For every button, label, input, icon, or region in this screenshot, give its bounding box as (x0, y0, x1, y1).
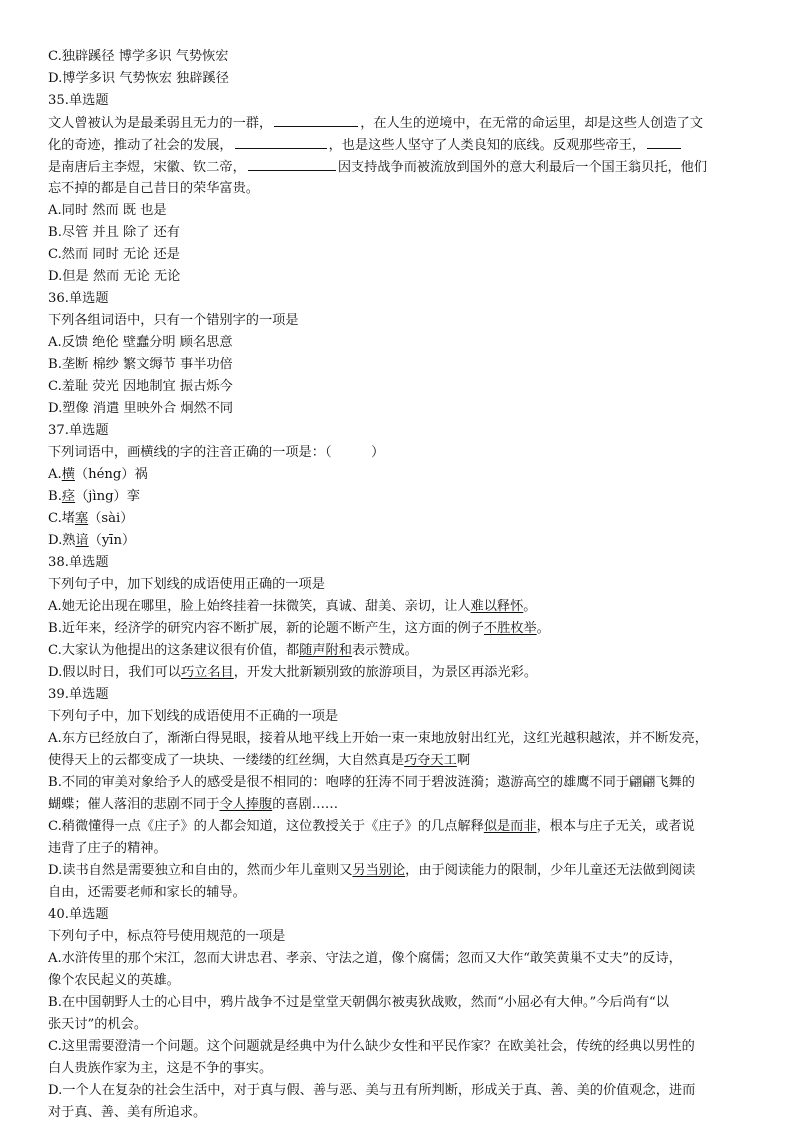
q35-blank-3 (647, 135, 681, 149)
q38-option-a[interactable] (48, 597, 536, 616)
q35-stem-line-3 (48, 157, 707, 176)
underlined-idiom: 巧立名目 (180, 665, 234, 680)
q39-option-b-cont[interactable] (48, 795, 338, 814)
q36-option-b[interactable]: B.垄断 棉纱 繁文缛节 事半功倍 (48, 357, 233, 372)
q35-heading: 35.单选题 (48, 93, 109, 108)
q35-stem-text: 文人曾被认为是最柔弱且无力的一群， (48, 116, 273, 131)
q38-option-c[interactable] (48, 641, 418, 660)
q36-heading: 36.单选题 (48, 291, 109, 306)
option-text: （yīn） (88, 533, 136, 548)
q36-stem: 下列各组词语中，只有一个错别字的一项是 (48, 313, 299, 328)
option-text: （héng）祸 (74, 467, 148, 482)
q39-option-b[interactable]: B.不同的审美对象给予人的感受是很不相同的：咆哮的狂涛不同于碧波涟漪；遨游高空的雄鹰不同于翩翩飞舞的 (48, 775, 695, 790)
option-text: A. (48, 467, 62, 482)
q34-option-c[interactable]: C.独辟蹊径 博学多识 气势恢宏 (48, 49, 229, 64)
option-text: ，由于阅读能力的限制，少年儿童还无法做到阅读 (405, 863, 696, 878)
q37-heading: 37.单选题 (48, 423, 109, 438)
underlined-idiom: 令人捧腹 (219, 797, 273, 812)
q37-option-d[interactable] (48, 531, 135, 550)
option-text: C.稍微懂得一点《庄子》的人都会知道，这位教授关于《庄子》的几点解释 (48, 819, 484, 834)
q39-stem: 下列句子中，加下划线的成语使用不正确的一项是 (48, 709, 339, 724)
q35-stem-text: 化的奇迹，推动了社会的发展， (48, 138, 233, 153)
q39-option-a-cont[interactable] (48, 751, 470, 770)
option-text: D.熟 (48, 533, 76, 548)
q39-option-c-cont[interactable]: 违背了庄子的精神。 (48, 841, 167, 856)
option-text: 啊 (456, 753, 470, 768)
q36-option-c[interactable]: C.羞耻 荧光 因地制宜 振古烁今 (48, 379, 233, 394)
q40-option-b[interactable]: B.在中国朝野人士的心目中，鸦片战争不过是堂堂天朝偶尔被夷狄战败，然而“小屈必有大伸。”今后尚有“以 (48, 995, 669, 1010)
q35-stem-text: 是南唐后主李煜，宋徽、钦二帝， (48, 160, 246, 175)
q35-stem-text: ，也是这些人坚守了人类良知的底线。反观那些帝王， (328, 138, 646, 153)
option-text: 。 (523, 599, 537, 614)
q39-heading: 39.单选题 (48, 687, 109, 702)
option-text: （jìng）挛 (75, 489, 140, 504)
q37-option-c[interactable] (48, 509, 133, 528)
q35-option-a[interactable]: A.同时 然而 既 也是 (48, 203, 167, 218)
option-text: D.假以时日，我们可以 (48, 665, 181, 680)
underlined-idiom: 难以释怀 (470, 599, 524, 614)
q40-option-d-cont[interactable]: 对于真、善、美有所追求。 (48, 1105, 207, 1120)
option-text: B. (48, 489, 62, 504)
underlined-idiom: 巧夺天工 (404, 753, 457, 768)
q37-option-b[interactable] (48, 487, 140, 506)
q35-stem-line-2 (48, 135, 683, 154)
q35-blank-2 (235, 135, 327, 149)
option-text: C.堵 (48, 511, 75, 526)
q40-option-d[interactable]: D.一个人在复杂的社会生活中，对于真与假、善与恶、美与丑有所判断，形成关于真、善、美的价值观念，进而 (48, 1083, 696, 1098)
q39-option-a[interactable]: A.东方已经放白了，渐渐白得晃眼，接着从地平线上开始一束一束地放射出红光，这红光越积越浓，并不断发亮， (48, 731, 708, 746)
underlined-char: 塞 (75, 511, 89, 526)
q35-blank-1 (274, 113, 358, 127)
q40-option-c[interactable]: C.这里需要澄清一个问题。这个问题就是经典中为什么缺少女性和平民作家？在欧美社会，传统的经典以男性的 (48, 1039, 695, 1054)
underlined-idiom: 随声附和 (299, 643, 352, 658)
q39-option-d-cont[interactable]: 自由，还需要老师和家长的辅导。 (48, 885, 246, 900)
option-text: D.读书自然是需要独立和自由的，然而少年儿童则又 (48, 863, 353, 878)
q35-stem-line-4: 忘不掉的都是自己昔日的荣华富贵。 (48, 181, 259, 196)
q37-option-a[interactable] (48, 465, 148, 484)
q40-option-c-cont[interactable]: 白人贵族作家为主，这是不争的事实。 (48, 1061, 273, 1076)
q40-option-a-cont[interactable]: 像个农民起义的英雄。 (48, 973, 180, 988)
q35-option-c[interactable]: C.然而 同时 无论 还是 (48, 247, 180, 262)
option-text: C.大家认为他提出的这条建议很有价值，都 (48, 643, 300, 658)
underlined-idiom: 另当别论 (352, 863, 406, 878)
q38-stem: 下列句子中，加下划线的成语使用正确的一项是 (48, 577, 325, 592)
q34-option-d[interactable]: D.博学多识 气势恢宏 独辟蹊径 (48, 71, 229, 86)
underlined-char: 痉 (61, 489, 76, 504)
q36-option-d[interactable]: D.塑像 消遣 里映外合 炯然不同 (48, 401, 234, 416)
q40-option-a[interactable]: A.水浒传里的那个宋江，忽而大讲忠君、孝亲、守法之道，像个腐儒；忽而又大作“敢笑黄巢不丈夫”的反诗， (48, 951, 682, 966)
q36-option-a[interactable]: A.反馈 绝伦 壁蠢分明 顾名思意 (48, 335, 233, 350)
q35-stem-text: 因支持战争而被流放到国外的意大利最后一个国王翁贝托，他们 (337, 160, 708, 175)
q39-option-d[interactable] (48, 861, 695, 880)
option-text: （sài） (88, 511, 134, 526)
q40-stem: 下列句子中，标点符号使用规范的一项是 (48, 929, 286, 944)
option-text: ，根本与庄子无关，或者说 (536, 819, 695, 834)
underlined-idiom: 不胜枚举 (483, 621, 537, 636)
q35-option-b[interactable]: B.尽管 并且 除了 还有 (48, 225, 180, 240)
option-text: ，开发大批新颖别致的旅游项目，为景区再添光彩。 (233, 665, 538, 680)
q39-option-c[interactable] (48, 817, 695, 836)
q38-option-d[interactable] (48, 663, 537, 682)
q37-stem: 下列词语中，画横线的字的注音正确的一项是：（ ） (48, 445, 385, 460)
q35-blank-4 (248, 157, 336, 171)
option-text: 。 (536, 621, 550, 636)
option-text: 使得天上的云都变成了一块块、一缕缕的红丝绸，大自然真是 (48, 753, 405, 768)
option-text: A.她无论出现在哪里，脸上始终挂着一抹微笑，真诚、甜美、亲切，让人 (48, 599, 471, 614)
q38-heading: 38.单选题 (48, 555, 109, 570)
q40-option-b-cont[interactable]: 张天讨”的机会。 (48, 1017, 148, 1032)
underlined-char: 横 (61, 467, 75, 482)
underlined-char: 谙 (75, 533, 89, 548)
q35-stem-line-1 (48, 113, 703, 132)
underlined-idiom: 似是而非 (483, 819, 537, 834)
q40-heading: 40.单选题 (48, 907, 109, 922)
q35-stem-text: ，在人生的逆境中，在无常的命运里，却是这些人创造了文 (360, 116, 704, 131)
q35-option-d[interactable]: D.但是 然而 无论 无论 (48, 269, 181, 284)
option-text: 蝴蝶；催人落泪的悲剧不同于 (48, 797, 220, 812)
option-text: B.近年来，经济学的研究内容不断扩展，新的论题不断产生，这方面的例子 (48, 621, 484, 636)
option-text: 的喜剧…… (272, 797, 339, 812)
option-text: 表示赞成。 (351, 643, 418, 658)
q38-option-b[interactable] (48, 619, 550, 638)
